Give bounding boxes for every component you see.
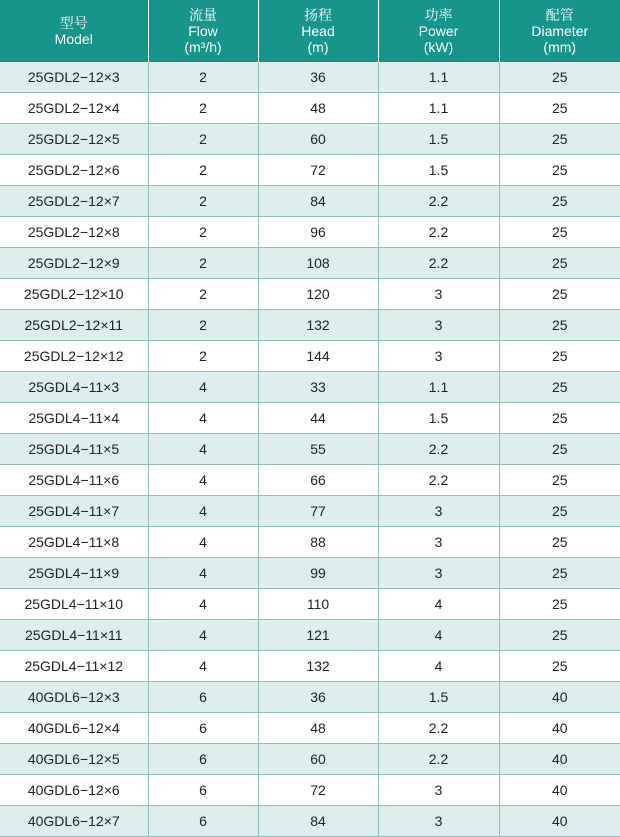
cell-power: 4 <box>378 651 499 682</box>
cell-model: 40GDL6−12×7 <box>0 806 148 837</box>
header-row <box>0 0 620 62</box>
cell-flow: 2 <box>148 93 258 124</box>
table-row <box>0 527 620 558</box>
cell-power: 3 <box>378 558 499 589</box>
cell-flow: 4 <box>148 651 258 682</box>
cell-power: 4 <box>378 620 499 651</box>
cell-head: 60 <box>258 744 378 775</box>
table-row <box>0 651 620 682</box>
table-row <box>0 682 620 713</box>
table-row <box>0 186 620 217</box>
cell-model: 25GDL4−11×5 <box>0 434 148 465</box>
cell-power: 3 <box>378 527 499 558</box>
cell-flow: 4 <box>148 558 258 589</box>
cell-diameter: 40 <box>499 775 620 806</box>
cell-model: 25GDL4−11×12 <box>0 651 148 682</box>
cell-power: 1.5 <box>378 403 499 434</box>
column-header-power <box>378 0 499 62</box>
cell-power: 2.2 <box>378 713 499 744</box>
cell-diameter: 40 <box>499 713 620 744</box>
cell-head: 36 <box>258 62 378 93</box>
cell-flow: 4 <box>148 496 258 527</box>
cell-model: 40GDL6−12×4 <box>0 713 148 744</box>
cell-flow: 4 <box>148 465 258 496</box>
cell-flow: 6 <box>148 713 258 744</box>
cell-power: 1.1 <box>378 62 499 93</box>
table-body <box>0 62 620 837</box>
table-row <box>0 806 620 837</box>
table-row <box>0 713 620 744</box>
cell-head: 99 <box>258 558 378 589</box>
table-row <box>0 403 620 434</box>
cell-power: 3 <box>378 279 499 310</box>
cell-model: 25GDL4−11×10 <box>0 589 148 620</box>
cell-head: 144 <box>258 341 378 372</box>
cell-power: 3 <box>378 775 499 806</box>
cell-head: 36 <box>258 682 378 713</box>
table-row <box>0 620 620 651</box>
cell-power: 3 <box>378 806 499 837</box>
cell-model: 25GDL4−11×3 <box>0 372 148 403</box>
flow-header-en: Flow <box>188 23 218 39</box>
cell-model: 25GDL2−12×10 <box>0 279 148 310</box>
cell-head: 66 <box>258 465 378 496</box>
cell-head: 72 <box>258 775 378 806</box>
table-row <box>0 93 620 124</box>
cell-flow: 4 <box>148 403 258 434</box>
cell-diameter: 25 <box>499 93 620 124</box>
table-row <box>0 496 620 527</box>
cell-diameter: 25 <box>499 558 620 589</box>
cell-power: 2.2 <box>378 248 499 279</box>
cell-flow: 2 <box>148 341 258 372</box>
table-row <box>0 744 620 775</box>
head-header-en: Head <box>301 23 335 39</box>
cell-head: 132 <box>258 651 378 682</box>
cell-power: 1.1 <box>378 93 499 124</box>
cell-power: 1.1 <box>378 372 499 403</box>
cell-head: 72 <box>258 155 378 186</box>
cell-model: 25GDL2−12×5 <box>0 124 148 155</box>
head-header-zh: 扬程 <box>304 7 332 23</box>
cell-head: 110 <box>258 589 378 620</box>
cell-head: 77 <box>258 496 378 527</box>
cell-flow: 4 <box>148 620 258 651</box>
diameter-header-zh: 配管 <box>545 7 574 23</box>
cell-head: 84 <box>258 806 378 837</box>
cell-model: 40GDL6−12×5 <box>0 744 148 775</box>
table-row <box>0 217 620 248</box>
cell-flow: 2 <box>148 310 258 341</box>
cell-model: 25GDL2−12×11 <box>0 310 148 341</box>
cell-model: 25GDL2−12×3 <box>0 62 148 93</box>
cell-flow: 2 <box>148 186 258 217</box>
cell-model: 25GDL4−11×11 <box>0 620 148 651</box>
cell-model: 40GDL6−12×3 <box>0 682 148 713</box>
power-header-zh: 功率 <box>424 7 453 23</box>
cell-head: 44 <box>258 403 378 434</box>
table-row <box>0 434 620 465</box>
cell-flow: 2 <box>148 279 258 310</box>
cell-flow: 6 <box>148 806 258 837</box>
cell-power: 3 <box>378 341 499 372</box>
table-header <box>0 0 620 62</box>
column-header-head <box>258 0 378 62</box>
cell-diameter: 25 <box>499 620 620 651</box>
table-row <box>0 310 620 341</box>
cell-model: 25GDL4−11×9 <box>0 558 148 589</box>
cell-power: 1.5 <box>378 682 499 713</box>
diameter-header-en: Diameter <box>531 23 589 39</box>
cell-flow: 2 <box>148 248 258 279</box>
cell-diameter: 25 <box>499 589 620 620</box>
head-header-unit: (m) <box>307 39 329 55</box>
cell-power: 2.2 <box>378 186 499 217</box>
cell-flow: 4 <box>148 527 258 558</box>
cell-power: 2.2 <box>378 465 499 496</box>
cell-model: 25GDL2−12×6 <box>0 155 148 186</box>
cell-head: 120 <box>258 279 378 310</box>
column-header-flow <box>148 0 258 62</box>
cell-flow: 6 <box>148 682 258 713</box>
cell-model: 25GDL4−11×4 <box>0 403 148 434</box>
diameter-header-unit: (mm) <box>543 39 577 55</box>
cell-model: 25GDL2−12×9 <box>0 248 148 279</box>
cell-flow: 2 <box>148 124 258 155</box>
cell-diameter: 25 <box>499 186 620 217</box>
cell-head: 108 <box>258 248 378 279</box>
cell-head: 96 <box>258 217 378 248</box>
cell-power: 1.5 <box>378 124 499 155</box>
table-row <box>0 341 620 372</box>
table-row <box>0 558 620 589</box>
column-header-diameter <box>499 0 620 62</box>
table-row <box>0 279 620 310</box>
cell-head: 33 <box>258 372 378 403</box>
cell-diameter: 25 <box>499 279 620 310</box>
cell-flow: 4 <box>148 372 258 403</box>
flow-header-zh: 流量 <box>189 7 217 23</box>
cell-diameter: 25 <box>499 372 620 403</box>
cell-head: 132 <box>258 310 378 341</box>
cell-diameter: 25 <box>499 465 620 496</box>
cell-head: 48 <box>258 93 378 124</box>
cell-model: 25GDL4−11×8 <box>0 527 148 558</box>
cell-diameter: 25 <box>499 248 620 279</box>
table-row <box>0 775 620 806</box>
cell-diameter: 40 <box>499 744 620 775</box>
cell-flow: 4 <box>148 434 258 465</box>
cell-diameter: 25 <box>499 403 620 434</box>
cell-flow: 2 <box>148 62 258 93</box>
table-row <box>0 62 620 93</box>
power-header-unit: (kW) <box>423 39 454 55</box>
cell-diameter: 25 <box>499 124 620 155</box>
cell-diameter: 25 <box>499 651 620 682</box>
cell-model: 25GDL4−11×7 <box>0 496 148 527</box>
cell-power: 1.5 <box>378 155 499 186</box>
cell-power: 2.2 <box>378 434 499 465</box>
table-row <box>0 465 620 496</box>
cell-power: 4 <box>378 589 499 620</box>
table-row <box>0 589 620 620</box>
flow-header-unit: (m³/h) <box>184 39 222 55</box>
cell-head: 55 <box>258 434 378 465</box>
cell-diameter: 25 <box>499 341 620 372</box>
cell-diameter: 25 <box>499 496 620 527</box>
cell-model: 25GDL2−12×4 <box>0 93 148 124</box>
cell-head: 88 <box>258 527 378 558</box>
cell-head: 60 <box>258 124 378 155</box>
cell-model: 25GDL2−12×7 <box>0 186 148 217</box>
cell-head: 84 <box>258 186 378 217</box>
cell-model: 40GDL6−12×6 <box>0 775 148 806</box>
cell-diameter: 25 <box>499 155 620 186</box>
cell-flow: 2 <box>148 155 258 186</box>
table-row <box>0 372 620 403</box>
cell-diameter: 25 <box>499 434 620 465</box>
cell-power: 2.2 <box>378 744 499 775</box>
model-header-zh: 型号 <box>59 15 88 31</box>
cell-flow: 2 <box>148 217 258 248</box>
cell-model: 25GDL4−11×6 <box>0 465 148 496</box>
table-row <box>0 155 620 186</box>
cell-power: 3 <box>378 310 499 341</box>
cell-power: 2.2 <box>378 217 499 248</box>
cell-flow: 4 <box>148 589 258 620</box>
table-row <box>0 248 620 279</box>
table-row <box>0 124 620 155</box>
cell-flow: 6 <box>148 744 258 775</box>
cell-diameter: 25 <box>499 217 620 248</box>
cell-diameter: 40 <box>499 806 620 837</box>
column-header-model <box>0 0 148 62</box>
cell-head: 48 <box>258 713 378 744</box>
cell-diameter: 40 <box>499 682 620 713</box>
cell-diameter: 25 <box>499 62 620 93</box>
cell-power: 3 <box>378 496 499 527</box>
cell-head: 121 <box>258 620 378 651</box>
cell-diameter: 25 <box>499 310 620 341</box>
cell-diameter: 25 <box>499 527 620 558</box>
cell-model: 25GDL2−12×12 <box>0 341 148 372</box>
cell-flow: 6 <box>148 775 258 806</box>
cell-model: 25GDL2−12×8 <box>0 217 148 248</box>
model-header-en: Model <box>54 31 93 47</box>
power-header-en: Power <box>418 23 459 39</box>
